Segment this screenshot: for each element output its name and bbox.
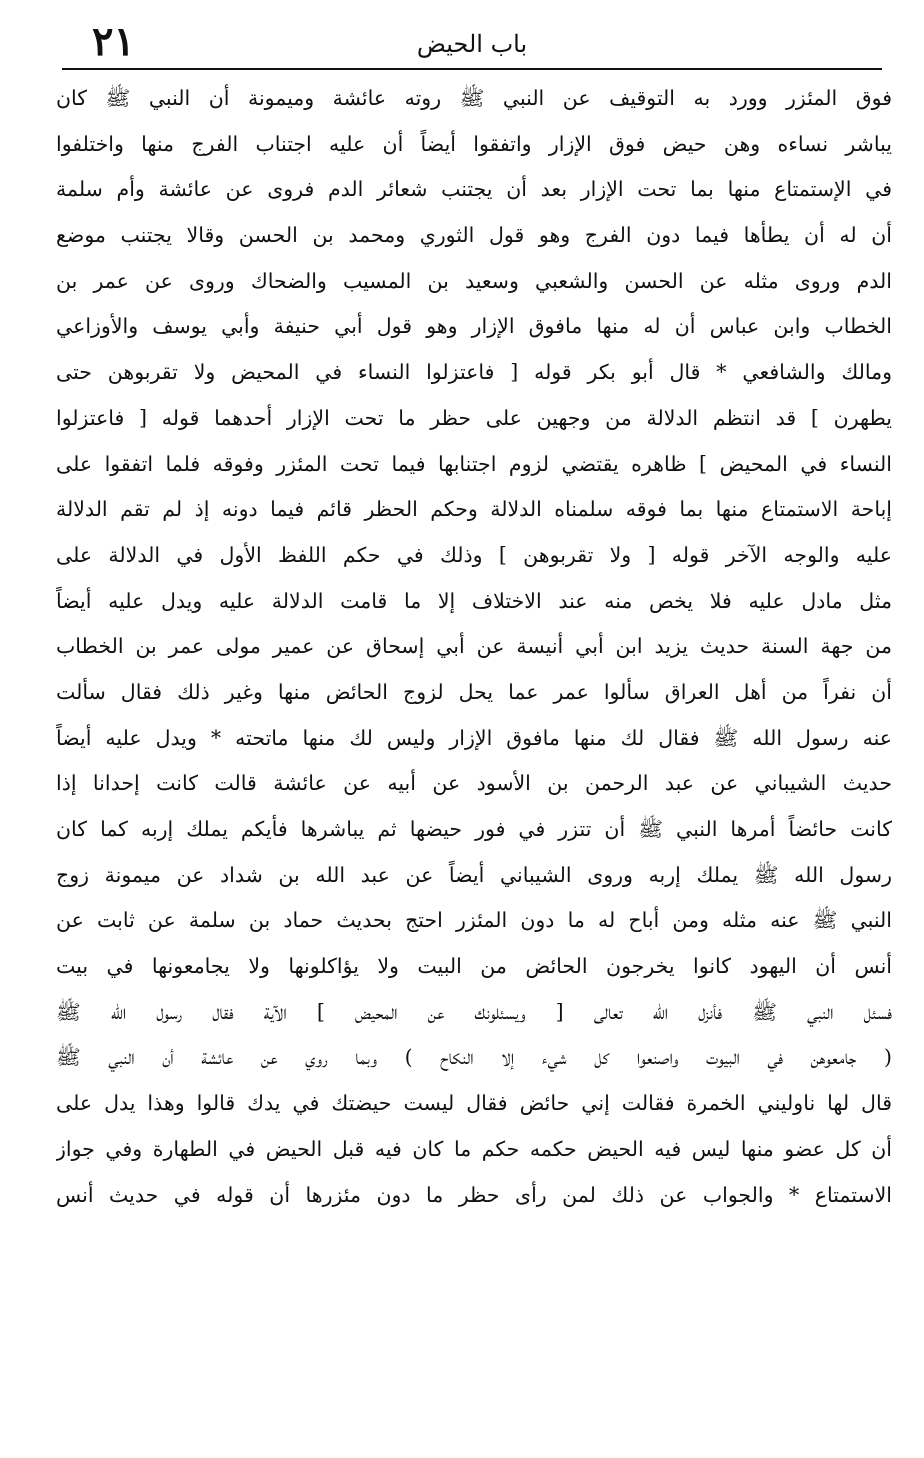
text-line: الدم وروى مثله عن الحسن والشعبي وسعيد بن المسيب والضحاك وروى عن عمر بن bbox=[56, 268, 892, 293]
text-line: الخطاب وابن عباس أن له منها مافوق الإزار وهو قول أبي حنيفة وأبي يوسف والأوزاعي bbox=[56, 314, 892, 339]
header-divider bbox=[62, 68, 882, 70]
body-text bbox=[56, 76, 892, 1218]
text-line: يباشر نساءه وهن حيض فوق الإزار واتفقوا أيضاً أن عليه اجتناب الفرج منها واختلفوا bbox=[56, 131, 892, 156]
text-line: حديث الشيباني عن عبد الرحمن بن الأسود عن أبيه عن عائشة قالت كانت إحدانا إذا bbox=[56, 771, 892, 796]
text-line: كانت حائضاً أمرها النبي ﷺ أن تتزر في فور حيضها ثم يباشرها فأيكم يملك إربه كما كان bbox=[56, 817, 892, 841]
text-line: مثل مادل عليه فلا يخص منه عند الاختلاف إلا ما قامت الدلالة عليه ويدل عليه أيضاً bbox=[56, 588, 892, 613]
text-line: أنس أن اليهود كانوا يخرجون الحائض من البيت ولا يؤاكلونها ولا يجامعونها في بيت bbox=[56, 954, 892, 979]
text-line: أن له أن يطأها فيما دون الفرج وهو قول الثوري ومحمد بن الحسن وقالا يجتنب موضع bbox=[56, 223, 892, 248]
text-line: عليه والوجه الآخر قوله [ ولا تقربوهن ] وذلك في حكم اللفظ الأول في الدلالة على bbox=[56, 542, 892, 567]
text-line: النبي ﷺ عنه مثله ومن أباح له ما دون المئزر احتج بحديث حماد بن سلمة عن ثابت عن bbox=[56, 908, 892, 933]
text-line: الاستمتاع * والجواب عن ذلك لمن رأى حظر ما دون مئزرها أن قوله في حديث أنس bbox=[56, 1182, 892, 1207]
text-line: في الإستمتاع منها بما تحت الإزار بعد أن يجتنب شعائر الدم فروى عن عائشة وأم سلمة bbox=[56, 177, 892, 202]
text-line: أن نفراً من أهل العراق سألوا عمر عما يحل لزوج الحائض منها وغير ذلك فقال سألت bbox=[56, 679, 892, 704]
text-line: ( جامعوهن في البيوت واصنعوا كل شيء إلا النكاح ) وبما روي عن عائشة أن النبي ﷺ bbox=[56, 1045, 892, 1070]
text-line: فسئل النبي ﷺ فأنزل الله تعالى [ ويسئلونك عن المحيض ] الآية فقال رسول الله ﷺ bbox=[56, 999, 892, 1024]
running-title: باب الحيض bbox=[416, 30, 528, 58]
text-line: النساء في المحيض ] ظاهره يقتضي لزوم اجتنابها فيما تحت المئزر وفوقه فلما اتفقوا على bbox=[56, 451, 892, 476]
page-header bbox=[62, 14, 882, 72]
text-line: من جهة السنة حديث يزيد ابن أبي أنيسة عن أبي إسحاق عن عمير مولى عمر بن الخطاب bbox=[56, 634, 892, 659]
text-line: رسول الله ﷺ يملك إربه وروى الشيباني أيضاً عن عبد الله بن شداد عن ميمونة زوج bbox=[56, 862, 892, 887]
text-line: فوق المئزر وورد به التوقيف عن النبي ﷺ روته عائشة وميمونة أن النبي ﷺ كان bbox=[56, 86, 892, 110]
text-line: يطهرن ] قد انتظم الدلالة من وجهين على حظر ما تحت الإزار أحدهما قوله [ فاعتزلوا bbox=[56, 405, 892, 430]
text-line: عنه رسول الله ﷺ فقال لك منها مافوق الإزار وليس لك منها ماتحته * ويدل عليه أيضاً bbox=[56, 725, 892, 750]
text-line: إباحة الاستمتاع منها بما فوقه سلمناه الدلالة وحكم الحظر قائم فيما دونه إذ لم تقم الدلالة bbox=[56, 497, 892, 522]
text-line: أن كل عضو منها ليس فيه الحيض حكمه حكم ما كان فيه قبل الحيض في الطهارة وفي جواز bbox=[56, 1136, 892, 1161]
page-number: ٢١ bbox=[92, 18, 135, 65]
text-line: ومالك والشافعي * قال أبو بكر قوله [ فاعتزلوا النساء في المحيض ولا تقربوهن حتى bbox=[56, 360, 892, 385]
text-line: قال لها ناوليني الخمرة فقالت إني حائض فقال ليست حيضتك في يدك قالوا وهذا يدل على bbox=[56, 1091, 892, 1116]
